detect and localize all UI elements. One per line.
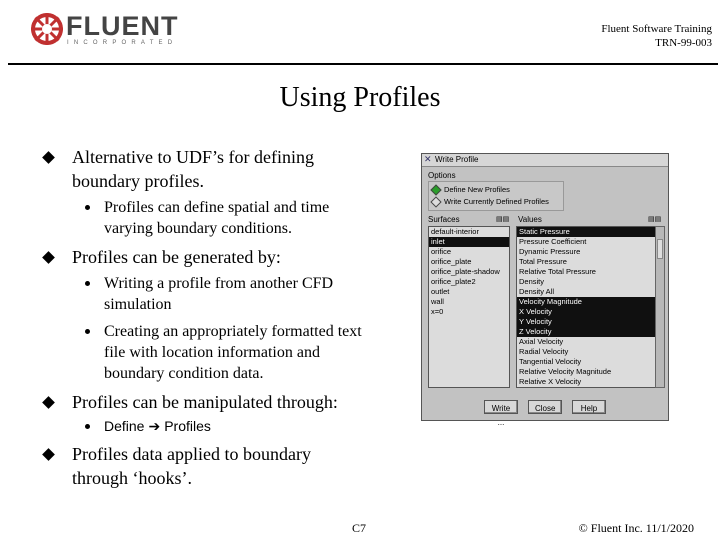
list-item[interactable]: default-interior — [431, 227, 479, 236]
header-info — [601, 22, 712, 50]
options-label: Options — [428, 171, 456, 180]
slide-title: Using Profiles — [279, 82, 441, 113]
bullet-text: Profiles can be generated by: — [72, 247, 281, 267]
list-item[interactable]: Z Velocity — [517, 327, 655, 337]
subbullet-text: Creating an appropriately formatted text — [104, 323, 362, 340]
copyright: © Fluent Inc. 11/1/2020 — [578, 521, 694, 535]
help-button[interactable]: Help — [572, 400, 606, 414]
list-item[interactable]: Relative Total Pressure — [519, 267, 596, 276]
subbullet-text: boundary condition data. — [104, 365, 264, 382]
window-menu-icon[interactable]: ✕ — [424, 154, 432, 164]
list-item[interactable]: Dynamic Pressure — [519, 247, 581, 256]
list-item[interactable]: orifice_plate — [431, 257, 472, 266]
list-item[interactable]: outlet — [431, 287, 450, 296]
scrollbar-thumb[interactable] — [657, 239, 663, 259]
write-button[interactable]: Write ... — [484, 400, 518, 414]
subbullet-text: file with location information and — [104, 344, 320, 361]
option-define-new-profiles[interactable]: Define New Profiles — [432, 185, 510, 196]
bullet-alternative — [72, 145, 392, 193]
list-item[interactable]: orifice — [431, 247, 452, 256]
header-divider — [8, 63, 718, 65]
bullet-text: Profiles data applied to boundary — [72, 444, 311, 464]
subbullet-creating — [104, 321, 404, 384]
subbullet-text: varying boundary conditions. — [104, 220, 292, 237]
dot-bullet-icon — [85, 205, 90, 210]
dot-bullet-icon — [85, 424, 90, 429]
menu-path-profiles: Profiles — [164, 418, 211, 434]
dot-bullet-icon — [85, 329, 90, 334]
bullet-text: Profiles can be manipulated through: — [72, 392, 338, 412]
arrow-right-icon: ➔ — [148, 418, 161, 434]
list-item[interactable]: Pressure Coefficient — [519, 237, 587, 246]
list-item[interactable]: X Velocity — [517, 307, 655, 317]
bullet-text: through ‘hooks’. — [72, 468, 192, 488]
surfaces-select-all-icon[interactable]: ▤▤ — [496, 216, 510, 223]
list-item[interactable]: Total Pressure — [519, 257, 567, 266]
logo-wordmark: FLUENT — [66, 11, 179, 41]
values-label: Values — [518, 215, 542, 224]
list-item[interactable]: Radial Velocity — [519, 347, 569, 356]
bullet-text: boundary profiles. — [72, 171, 204, 191]
subbullet-define-profiles — [104, 416, 404, 437]
list-item[interactable]: inlet — [429, 237, 509, 247]
option-write-current-profiles[interactable]: Write Currently Defined Profiles — [432, 197, 549, 208]
bullet-manipulated — [72, 390, 402, 414]
values-list[interactable] — [516, 226, 656, 388]
list-item[interactable]: Relative X Velocity — [519, 377, 582, 386]
diamond-bullet-icon — [42, 251, 55, 264]
list-item[interactable]: wall — [431, 297, 444, 306]
diamond-bullet-icon — [42, 448, 55, 461]
fluent-logo — [30, 10, 179, 50]
bullet-text: Alternative to UDF’s for defining — [72, 147, 314, 167]
list-item[interactable]: orifice_plate2 — [431, 277, 476, 286]
list-item[interactable]: Density — [519, 277, 545, 286]
list-item[interactable]: Relative Velocity Magnitude — [519, 367, 612, 376]
diamond-bullet-icon — [42, 396, 55, 409]
list-item[interactable]: Y Velocity — [517, 317, 655, 327]
list-item[interactable]: Static Pressure — [517, 227, 655, 237]
subbullet-text: simulation — [104, 296, 172, 313]
values-select-all-icon[interactable]: ▤▤ — [648, 216, 662, 223]
subbullet-text: Writing a profile from another CFD — [104, 275, 334, 292]
list-item[interactable]: Axial Velocity — [519, 337, 564, 346]
diamond-bullet-icon — [42, 151, 55, 164]
header-course: Fluent Software Training — [601, 23, 712, 35]
dot-bullet-icon — [85, 281, 90, 286]
list-item[interactable]: Tangential Velocity — [519, 357, 582, 366]
surfaces-list[interactable] — [428, 226, 510, 388]
fluent-logo-emblem-icon — [30, 12, 64, 48]
write-profile-dialog — [421, 153, 669, 427]
list-item[interactable]: Density All — [519, 287, 555, 296]
dialog-titlebar — [422, 154, 668, 167]
list-item[interactable]: Velocity Magnitude — [517, 297, 655, 307]
dialog-title: Write Profile — [435, 155, 479, 164]
subbullet-spatial — [104, 197, 404, 239]
surfaces-label: Surfaces — [428, 215, 460, 224]
values-scrollbar[interactable] — [655, 226, 665, 388]
header-code: TRN-99-003 — [655, 37, 712, 49]
bullet-hooks — [72, 442, 402, 490]
page-number: C7 — [352, 521, 367, 535]
radio-unselected-icon — [430, 196, 441, 207]
menu-path-define: Define — [104, 418, 145, 434]
logo-subtitle: INCORPORATED — [67, 40, 178, 46]
list-item[interactable]: orifice_plate-shadow — [431, 267, 500, 276]
subbullet-text: Profiles can define spatial and time — [104, 199, 330, 216]
bullet-generated — [72, 245, 392, 269]
list-item[interactable]: x=0 — [431, 307, 444, 316]
radio-selected-icon — [430, 184, 441, 195]
close-button[interactable]: Close — [528, 400, 562, 414]
subbullet-writing — [104, 273, 404, 315]
